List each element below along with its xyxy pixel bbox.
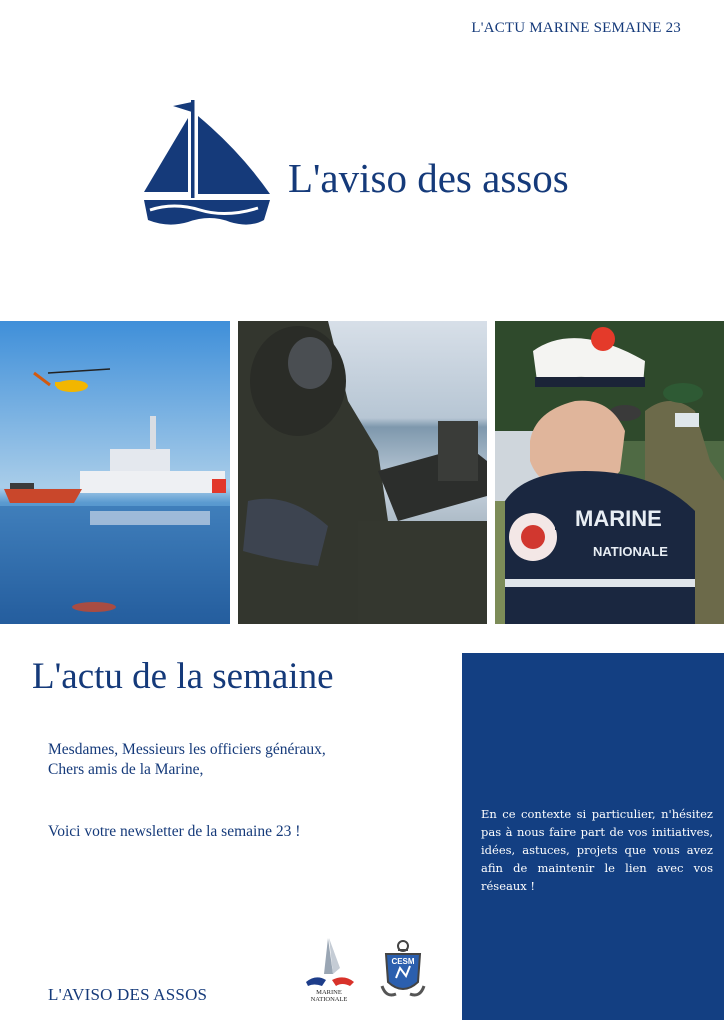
brand-header	[140, 96, 620, 231]
sidebar-text: En ce contexte si particulier, n'hésitez pas à nous faire part de vos initiatives, idées, astuces, projets que vous avez afin de maintenir le lien avec vos réseaux !	[481, 807, 713, 893]
marine-nationale-sailors-photo	[495, 321, 724, 624]
marine-logo-line2: NATIONALE	[310, 996, 348, 1003]
marine-nationale-logo	[302, 934, 356, 1006]
header-kicker: L'ACTU MARINE SEMAINE 23	[471, 20, 681, 36]
svg-text:NATIONALE: NATIONALE	[593, 544, 668, 559]
marine-logo-line1: MARINE	[316, 989, 342, 996]
greeting	[48, 740, 326, 780]
marine-gunner-photo	[238, 321, 487, 624]
intro-text: Voici votre newsletter de la semaine 23 !	[48, 823, 301, 840]
greeting-line-2: Chers amis de la Marine,	[48, 761, 204, 778]
svg-text:MARINE: MARINE	[575, 506, 662, 531]
brand-title: L'aviso des assos	[288, 155, 569, 201]
sailboat-icon	[140, 96, 275, 231]
cesm-logo	[376, 936, 430, 1004]
photo-strip	[0, 321, 724, 624]
cesm-logo-text: CESM	[391, 957, 415, 966]
ships-helicopter-photo	[0, 321, 230, 624]
section-title: L'actu de la semaine	[32, 656, 334, 697]
greeting-line-1: Mesdames, Messieurs les officiers généraux,	[48, 741, 326, 758]
sidebar-box	[462, 653, 724, 1020]
footer-name: L'AVISO DES ASSOS	[48, 985, 208, 1004]
